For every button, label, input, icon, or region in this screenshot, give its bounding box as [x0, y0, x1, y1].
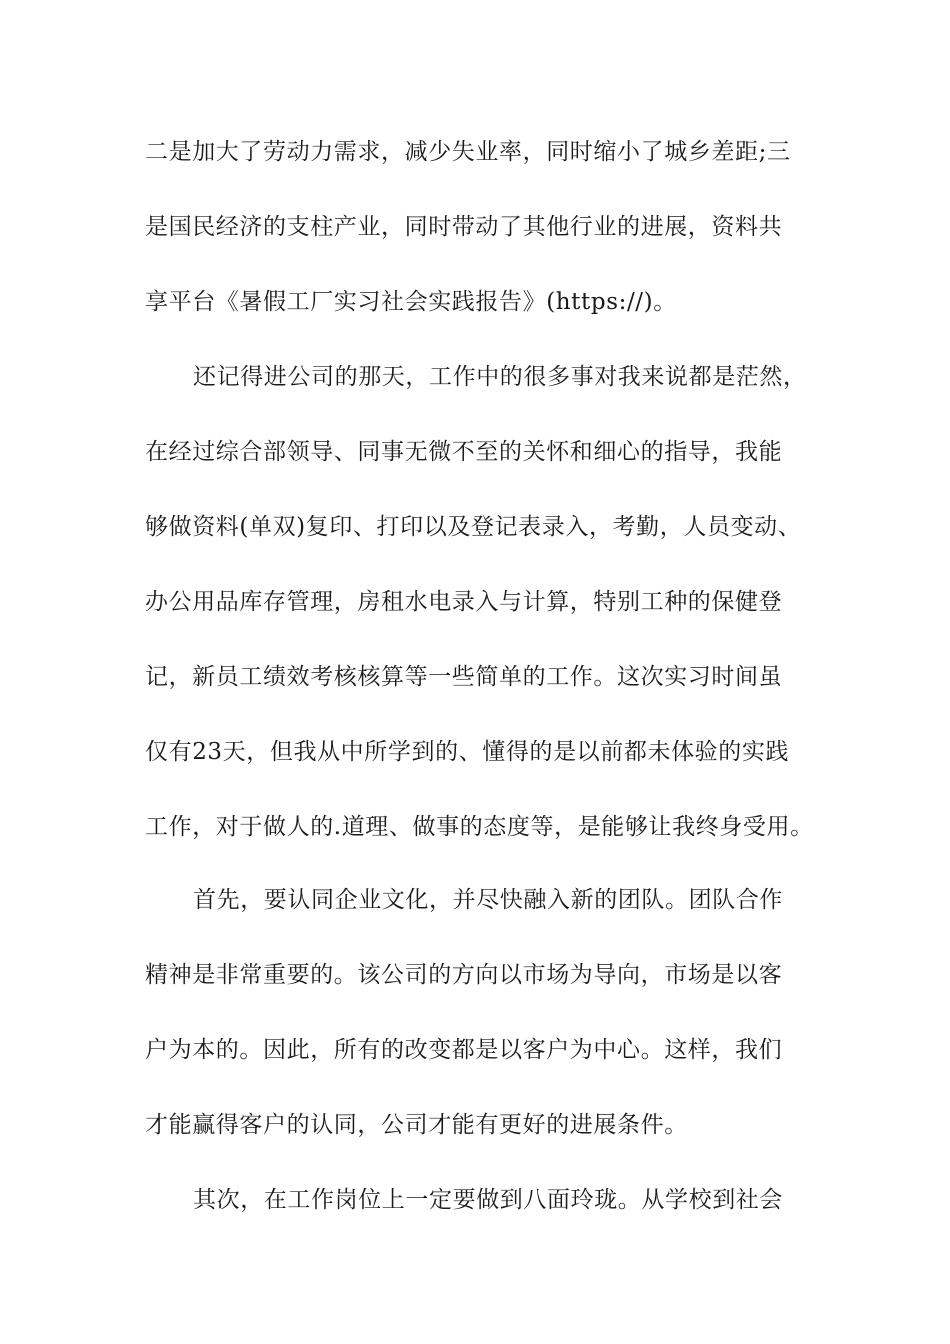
text-line: 办公用品库存管理，房租水电录入与计算，特别工种的保健登 — [145, 589, 783, 615]
paragraph-first-line: 首先，要认同企业文化，并尽快融入新的团队。团队合作 — [193, 887, 783, 913]
paragraph-first-line: 还记得进公司的那天，工作中的很多事对我来说都是茫然， — [193, 364, 807, 390]
text-line: 在经过综合部领导、同事无微不至的关怀和细心的指导，我能 — [145, 439, 783, 465]
text-line: 够做资料(单双)复印、打印以及登记表录入，考勤，人员变动、 — [145, 514, 802, 540]
paragraph-first-line: 其次，在工作岗位上一定要做到八面玲珑。从学校到社会 — [193, 1187, 783, 1213]
text-line: 二是加大了劳动力需求，减少失业率，同时缩小了城乡差距;三 — [145, 139, 791, 165]
text-line: 是国民经济的支柱产业，同时带动了其他行业的进展，资料共 — [145, 214, 783, 240]
text-line: 工作，对于做人的.道理、做事的态度等，是能够让我终身受用。 — [145, 814, 814, 840]
text-line: 记，新员工绩效考核核算等一些简单的工作。这次实习时间虽 — [145, 664, 783, 690]
text-line: 才能赢得客户的认同，公司才能有更好的进展条件。 — [145, 1112, 688, 1138]
text-line: 享平台《暑假工厂实习社会实践报告》(https://)。 — [145, 289, 677, 315]
text-line: 户为本的。因此，所有的改变都是以客户为中心。这样，我们 — [145, 1037, 783, 1063]
text-line: 仅有23天，但我从中所学到的、懂得的是以前都未体验的实践 — [145, 739, 790, 765]
text-line: 精神是非常重要的。该公司的方向以市场为导向，市场是以客 — [145, 962, 783, 988]
